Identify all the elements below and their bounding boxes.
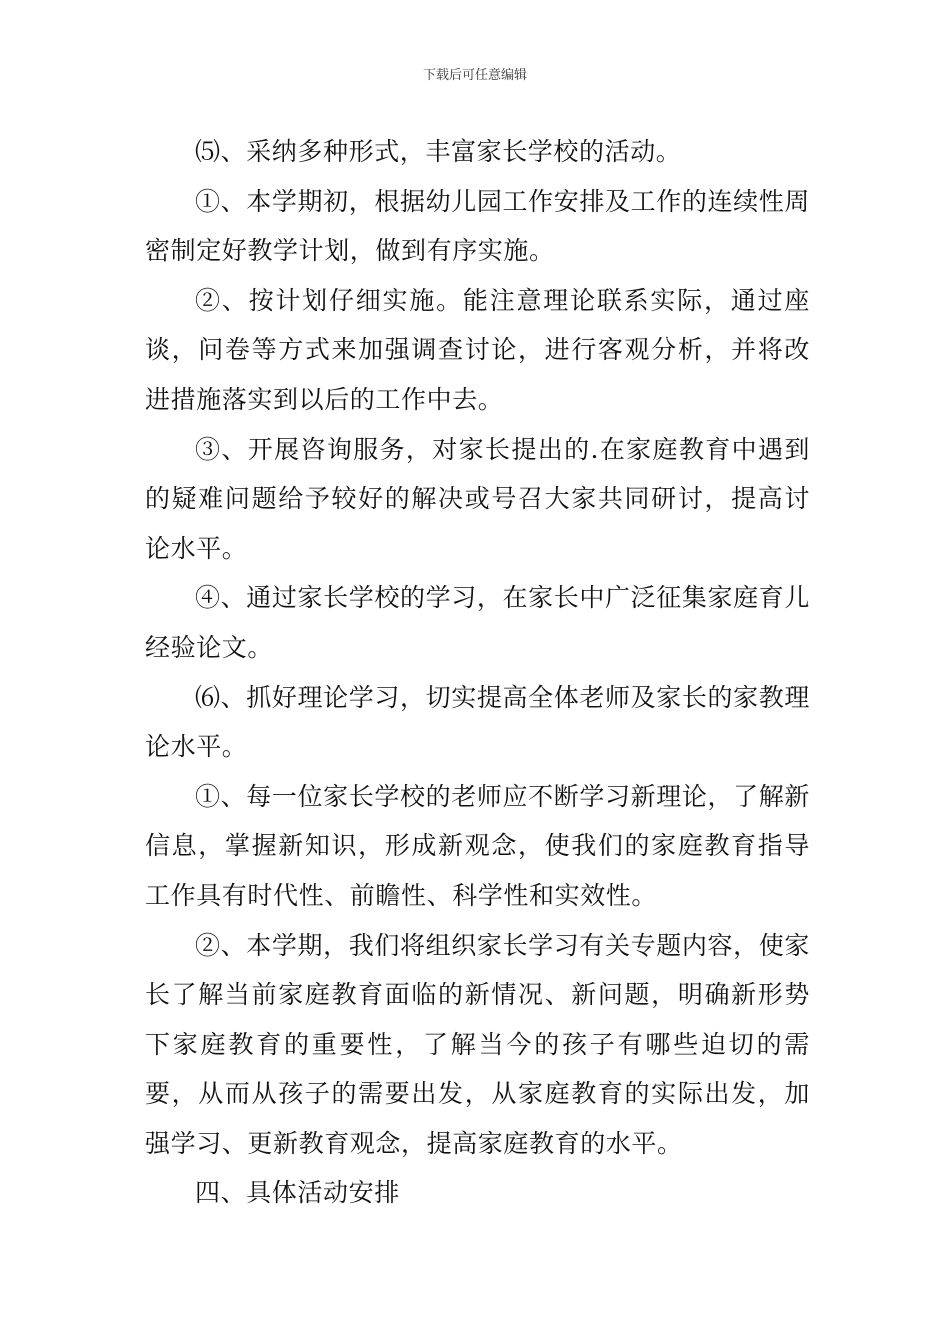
- paragraph-item-3: ③、开展咨询服务，对家长提出的.在家庭教育中遇到的疑难问题给予较好的解决或号召大家共同研讨，提高讨论水平。: [145, 434, 810, 563]
- paragraph-6-heading: ⑹、抓好理论学习，切实提高全体老师及家长的家教理论水平。: [145, 682, 810, 762]
- paragraph-item-2: ②、按计划仔细实施。能注意理论联系实际，通过座谈，问卷等方式来加强调查讨论，进行客观分析，并将改进措施落实到以后的工作中去。: [145, 285, 810, 414]
- paragraph-item-4: ④、通过家长学校的学习，在家长中广泛征集家庭育儿经验论文。: [145, 583, 810, 662]
- paragraph-item-1: ①、本学期初，根据幼儿园工作安排及工作的连续性周密制定好教学计划，做到有序实施。: [145, 186, 810, 266]
- paragraph-item-1b: ①、每一位家长学校的老师应不断学习新理论，了解新信息，掌握新知识，形成新观念，使我们的家庭教育指导工作具有时代性、前瞻性、科学性和实效性。: [145, 781, 810, 910]
- paragraph-item-2b: ②、本学期，我们将组织家长学习有关专题内容，使家长了解当前家庭教育面临的新情况、新问题，明确新形势下家庭教育的重要性，了解当今的孩子有哪些迫切的需要，从而从孩子的需要出发，从家庭教育的实际出发，加强学习、更新教育观念，提高家庭教育的水平。: [145, 930, 810, 1158]
- document-body: [145, 127, 810, 1218]
- page-header: 下载后可任意编辑: [422, 68, 527, 83]
- section-heading: 四、具体活动安排: [195, 1178, 400, 1208]
- paragraph-5-heading: ⑸、采纳多种形式，丰富家长学校的活动。: [195, 137, 682, 166]
